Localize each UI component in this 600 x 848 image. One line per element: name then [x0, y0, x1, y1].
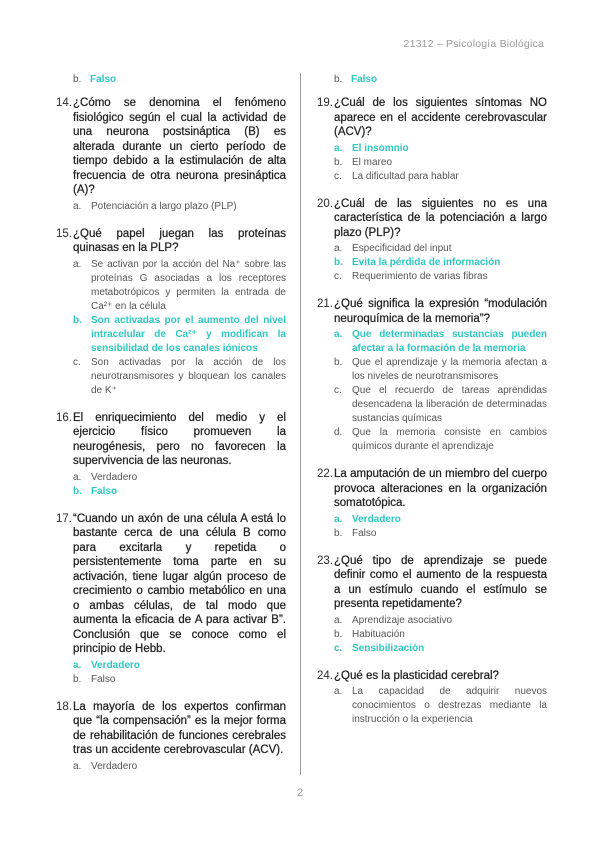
option-text: La dificultad para hablar — [352, 170, 459, 182]
correct-option — [73, 485, 286, 499]
option-list — [73, 659, 286, 687]
option — [73, 471, 286, 485]
option-letter: a. — [73, 471, 82, 483]
option — [334, 426, 547, 454]
question-text: ¿Cuál de los siguientes síntomas NO aparece en el accidente cerebrovascular (ACV)? — [334, 97, 547, 138]
option — [334, 156, 547, 170]
correct-option — [334, 256, 547, 270]
option-letter: a. — [73, 258, 82, 270]
correct-option — [334, 142, 547, 156]
option-text: La capacidad de adquirir nuevos conocimientos o destrezas mediante la instrucción o la experiencia — [352, 686, 547, 725]
page-number: 2 — [296, 787, 304, 799]
option-text: Requerimiento de varias fibras — [352, 271, 488, 282]
question-number: 22. — [317, 468, 333, 480]
option-text: Verdadero — [91, 471, 138, 483]
question-text: ¿Qué papel juegan las proteínas quinasas en la PLP? — [73, 227, 286, 254]
option-letter: a. — [334, 513, 343, 525]
option-letter: a. — [334, 142, 343, 154]
option-letter: c. — [334, 642, 343, 654]
option-list — [73, 258, 286, 398]
option-text: Falso — [90, 74, 117, 85]
option-text: Verdadero — [352, 513, 401, 525]
question-text: ¿Qué tipo de aprendizaje se puede definir como el aumento de la respuesta a un estímulo cuando el estímulo se presenta repetidamente? — [334, 554, 547, 610]
option-list — [334, 513, 547, 541]
question-item — [56, 411, 286, 499]
option-text: Aprendizaje asociativo — [352, 614, 453, 626]
option-text: Se activan por la acción del Na⁺ sobre las proteínas G asociadas a los receptores metabotrópicos y permiten la entrada de Ca²⁺ en la célula — [91, 258, 286, 312]
option-text: Son activadas por la acción de los neurotransmisores y bloquean los canales de K⁺ — [91, 356, 286, 396]
question-number: 15. — [56, 227, 72, 240]
page-header: 21312 – Psicología Biológica — [403, 38, 544, 50]
carryover-answer — [56, 73, 286, 87]
option-letter: a. — [73, 200, 82, 212]
option-text: El mareo — [352, 156, 393, 168]
question-item — [317, 554, 547, 656]
option-text: Que determinadas sustancias pueden afectar a la formación de la memoria — [352, 329, 547, 354]
correct-option — [334, 513, 547, 527]
option-text: Sensibilización — [352, 642, 425, 654]
carryover-answer — [317, 73, 547, 87]
question-list — [317, 96, 547, 727]
option-list — [334, 685, 547, 727]
option — [334, 685, 547, 727]
question-item — [317, 297, 547, 454]
option-letter: c. — [334, 385, 342, 396]
option-letter: b. — [334, 357, 343, 368]
option-text: El insomnio — [352, 142, 409, 154]
option — [334, 628, 547, 642]
option-letter: a. — [334, 686, 343, 697]
question-item — [317, 467, 547, 541]
question-number: 21. — [317, 298, 333, 310]
question-text: ¿Cómo se denomina el fenómeno fisiológico según el cual la actividad de una neurona postsináptica (B) es alterada durante un cierto período de tiempo debido a la estimulación de alta frecuencia de otra neurona presináptica (A)? — [73, 97, 286, 196]
option-letter: a. — [334, 614, 343, 626]
question-item — [56, 227, 286, 398]
question-number: 19. — [317, 97, 333, 109]
option — [73, 200, 286, 214]
option-letter: b. — [334, 74, 343, 85]
question-text: ¿Qué es la plasticidad cerebral? — [334, 669, 499, 682]
option-text: Son activadas por el aumento del nivel intracelular de Ca²⁺ y modifican la sensibilidad de los canales iónicos — [91, 314, 286, 354]
option-letter: d. — [334, 427, 343, 438]
correct-option — [334, 642, 547, 656]
option-text: Habituación — [352, 628, 405, 640]
option-text: Potenciación a largo plazo (PLP) — [91, 200, 237, 212]
option — [73, 760, 286, 774]
option-list — [334, 328, 547, 454]
option-list — [73, 200, 286, 214]
question-list — [56, 96, 286, 774]
option-letter: b. — [73, 74, 82, 85]
question-item — [317, 669, 547, 728]
question-text: La mayoría de los expertos confirman que “la compensación” es la mejor forma de rehabilitación de funciones cerebrales tras un accidente cerebrovascular (ACV). — [73, 700, 286, 756]
correct-option — [73, 659, 286, 673]
option-letter: b. — [334, 527, 343, 539]
option-letter: a. — [73, 760, 82, 772]
option-text: Que la memoria consiste en cambios químicos durante el aprendizaje — [352, 427, 547, 452]
option-letter: a. — [73, 659, 82, 671]
option-letter: c. — [334, 271, 342, 282]
option-letter: b. — [73, 673, 82, 685]
option — [334, 170, 547, 184]
option — [73, 673, 286, 687]
option-letter: a. — [334, 243, 343, 254]
question-number: 16. — [56, 411, 72, 424]
option — [334, 614, 547, 628]
option-letter: b. — [73, 485, 82, 497]
question-text: “Cuando un axón de una célula A está lo bastante cerca de una célula B como para excitarla y repetida o persistentemente toma parte en su activación, tiene lugar algún proceso de crecimiento o cambio metabólico en una o ambas células, de tal modo que aumenta la eficacia de A para activar B”. Conclusión que se conoce como el principio de Hebb. — [73, 512, 286, 655]
option-list — [334, 614, 547, 656]
option — [334, 356, 547, 384]
option-text: Que el recuerdo de tareas aprendidas desencadena la liberación de determinadas sustancias químicas — [352, 385, 547, 424]
question-number: 14. — [56, 97, 72, 109]
option-list — [334, 142, 547, 184]
question-item — [56, 512, 286, 687]
option-text: Especificidad del input — [352, 243, 452, 254]
question-item — [56, 96, 286, 214]
option-letter: b. — [334, 628, 343, 640]
option-list — [334, 242, 547, 284]
option — [334, 242, 547, 256]
option-text: Verdadero — [91, 659, 140, 671]
question-item — [317, 197, 547, 285]
option-text: Evita la pérdida de información — [352, 257, 501, 268]
question-item — [317, 96, 547, 184]
option-list — [73, 760, 286, 774]
option-list — [73, 471, 286, 499]
question-number: 17. — [56, 512, 72, 525]
option-letter: a. — [334, 329, 343, 340]
question-text: ¿Cuál de las siguientes no es una característica de la potenciación a largo plazo (PLP)? — [334, 197, 547, 239]
option-letter: b. — [73, 314, 82, 326]
question-number: 20. — [317, 197, 333, 210]
correct-option — [73, 314, 286, 356]
question-number: 24. — [317, 669, 333, 682]
question-item — [56, 700, 286, 774]
option — [73, 258, 286, 314]
column-divider — [300, 73, 301, 775]
option — [334, 270, 547, 284]
option-letter: b. — [334, 156, 343, 168]
question-number: 18. — [56, 700, 72, 713]
correct-option — [334, 328, 547, 356]
option-text: Falso — [91, 485, 118, 497]
option-text: Falso — [91, 673, 116, 685]
option-letter: c. — [334, 170, 342, 182]
question-text: La amputación de un miembro del cuerpo provoca alteraciones en la organización somatotópica. — [334, 468, 547, 509]
option — [334, 384, 547, 426]
option-text: Falso — [351, 74, 378, 85]
option-letter: b. — [334, 257, 343, 268]
option — [73, 356, 286, 398]
question-number: 23. — [317, 554, 333, 567]
question-text: ¿Qué significa la expresión “modulación neuroquímica de la memoria”? — [334, 298, 547, 325]
option-text: Verdadero — [91, 760, 138, 772]
right-column — [317, 73, 547, 740]
question-text: El enriquecimiento del medio y el ejercicio físico promueven la neurogénesis, pero no favorecen la supervivencia de las neuronas. — [73, 411, 286, 467]
left-column — [56, 73, 286, 787]
option-letter: c. — [73, 356, 81, 368]
option-text: Falso — [352, 527, 377, 539]
option-text: Que el aprendizaje y la memoria afectan a los niveles de neurotransmisores — [352, 357, 547, 382]
option — [334, 527, 547, 541]
